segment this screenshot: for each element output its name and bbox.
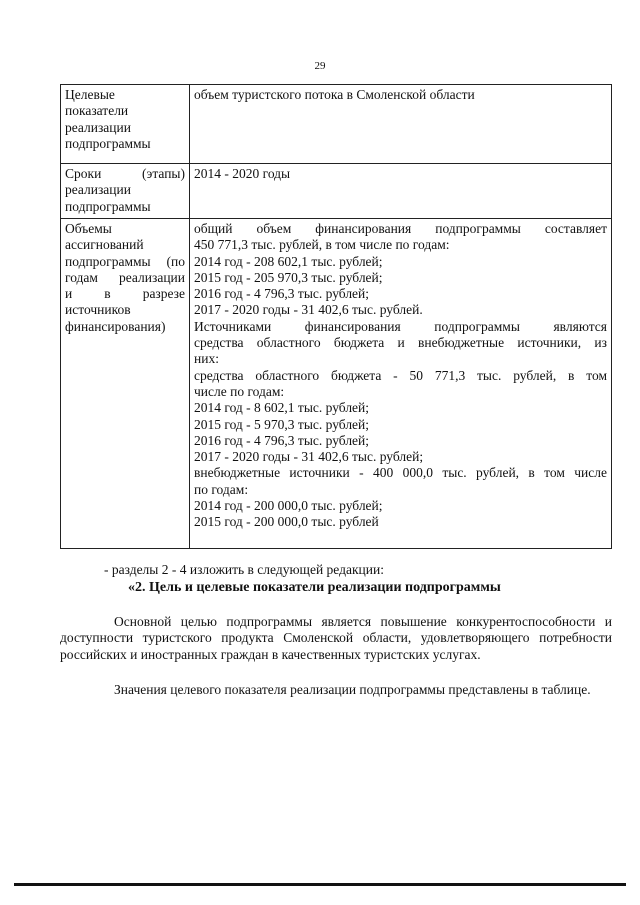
label-line: реализации [65,119,131,135]
value-line: 2015 год - 205 970,3 тыс. рублей; [194,269,383,285]
value-line: объем туристского потока в Смоленской области [194,87,475,102]
section-heading: «2. Цель и целевые показатели реализации подпрограммы [128,580,501,595]
value-line: 2015 год - 5 970,3 тыс. рублей; [194,416,370,432]
paragraph [60,614,612,663]
table-row-target-indicators [61,85,612,164]
subprogram-passport-table [60,84,612,549]
edit-note: - разделы 2 - 4 изложить в следующей редакции: [104,562,384,577]
value-line: внебюджетные источники - 400 000,0 тыс. рублей, в том числе [194,465,607,481]
value-line: числе по годам: [194,383,285,399]
label-line: подпрограммы [65,135,151,151]
table-row-timeframe [61,164,612,219]
value-line: 2017 - 2020 годы - 31 402,6 тыс. рублей; [194,449,424,465]
label-line: Сроки (этапы) [65,166,185,181]
label-line: подпрограммы [65,198,151,214]
value-line: 2015 год - 200 000,0 тыс. рублей [194,514,379,530]
paragraph-text: Основной целью подпрограммы является повышение конкурентоспособности и доступности туристского продукта Смоленской области, удовлетворяющего потребности российских и иностранных граждан в качественных туристских услугах. [60,614,612,662]
table-row-funding [61,219,612,549]
value-cell [190,164,612,219]
label-line: показатели [65,103,129,119]
value-line: 450 771,3 тыс. рублей, в том числе по годам: [194,237,450,253]
value-line: них: [194,351,219,367]
label-line: источников [65,302,131,318]
value-line: средства областного бюджета и внебюджетные источники, из [194,335,607,351]
value-line: общий объем финансирования подпрограммы составляет [194,221,607,236]
label-cell [61,164,190,219]
label-line: ассигнований [65,237,144,253]
value-cell [190,219,612,549]
value-line: 2016 год - 4 796,3 тыс. рублей; [194,286,370,302]
value-line: по годам: [194,481,249,497]
paragraph [60,682,612,698]
label-line: финансирования) [65,318,166,334]
value-line: 2014 - 2020 годы [194,166,291,181]
value-line: 2014 год - 200 000,0 тыс. рублей; [194,498,383,514]
label-line: Объемы [65,221,112,236]
value-line: средства областного бюджета - 50 771,3 тыс. рублей, в том [194,367,607,383]
value-line: Источниками финансирования подпрограммы являются [194,318,607,334]
value-cell [190,85,612,164]
label-cell [61,85,190,164]
value-line: 2016 год - 4 796,3 тыс. рублей; [194,432,370,448]
label-line: реализации [65,182,131,198]
value-line: 2014 год - 8 602,1 тыс. рублей; [194,400,370,416]
label-line: Целевые [65,87,115,102]
value-line: 2014 год - 208 602,1 тыс. рублей; [194,253,383,269]
label-line: годам реализации [65,269,185,285]
label-line: подпрограммы (по [65,253,185,269]
paragraph-text: Значения целевого показателя реализации подпрограммы представлены в таблице. [114,682,591,697]
label-line: и в разрезе [65,286,185,302]
label-cell [61,219,190,549]
page-number: 29 [314,60,326,72]
bottom-rule [14,883,626,886]
value-line: 2017 - 2020 годы - 31 402,6 тыс. рублей. [194,302,423,318]
